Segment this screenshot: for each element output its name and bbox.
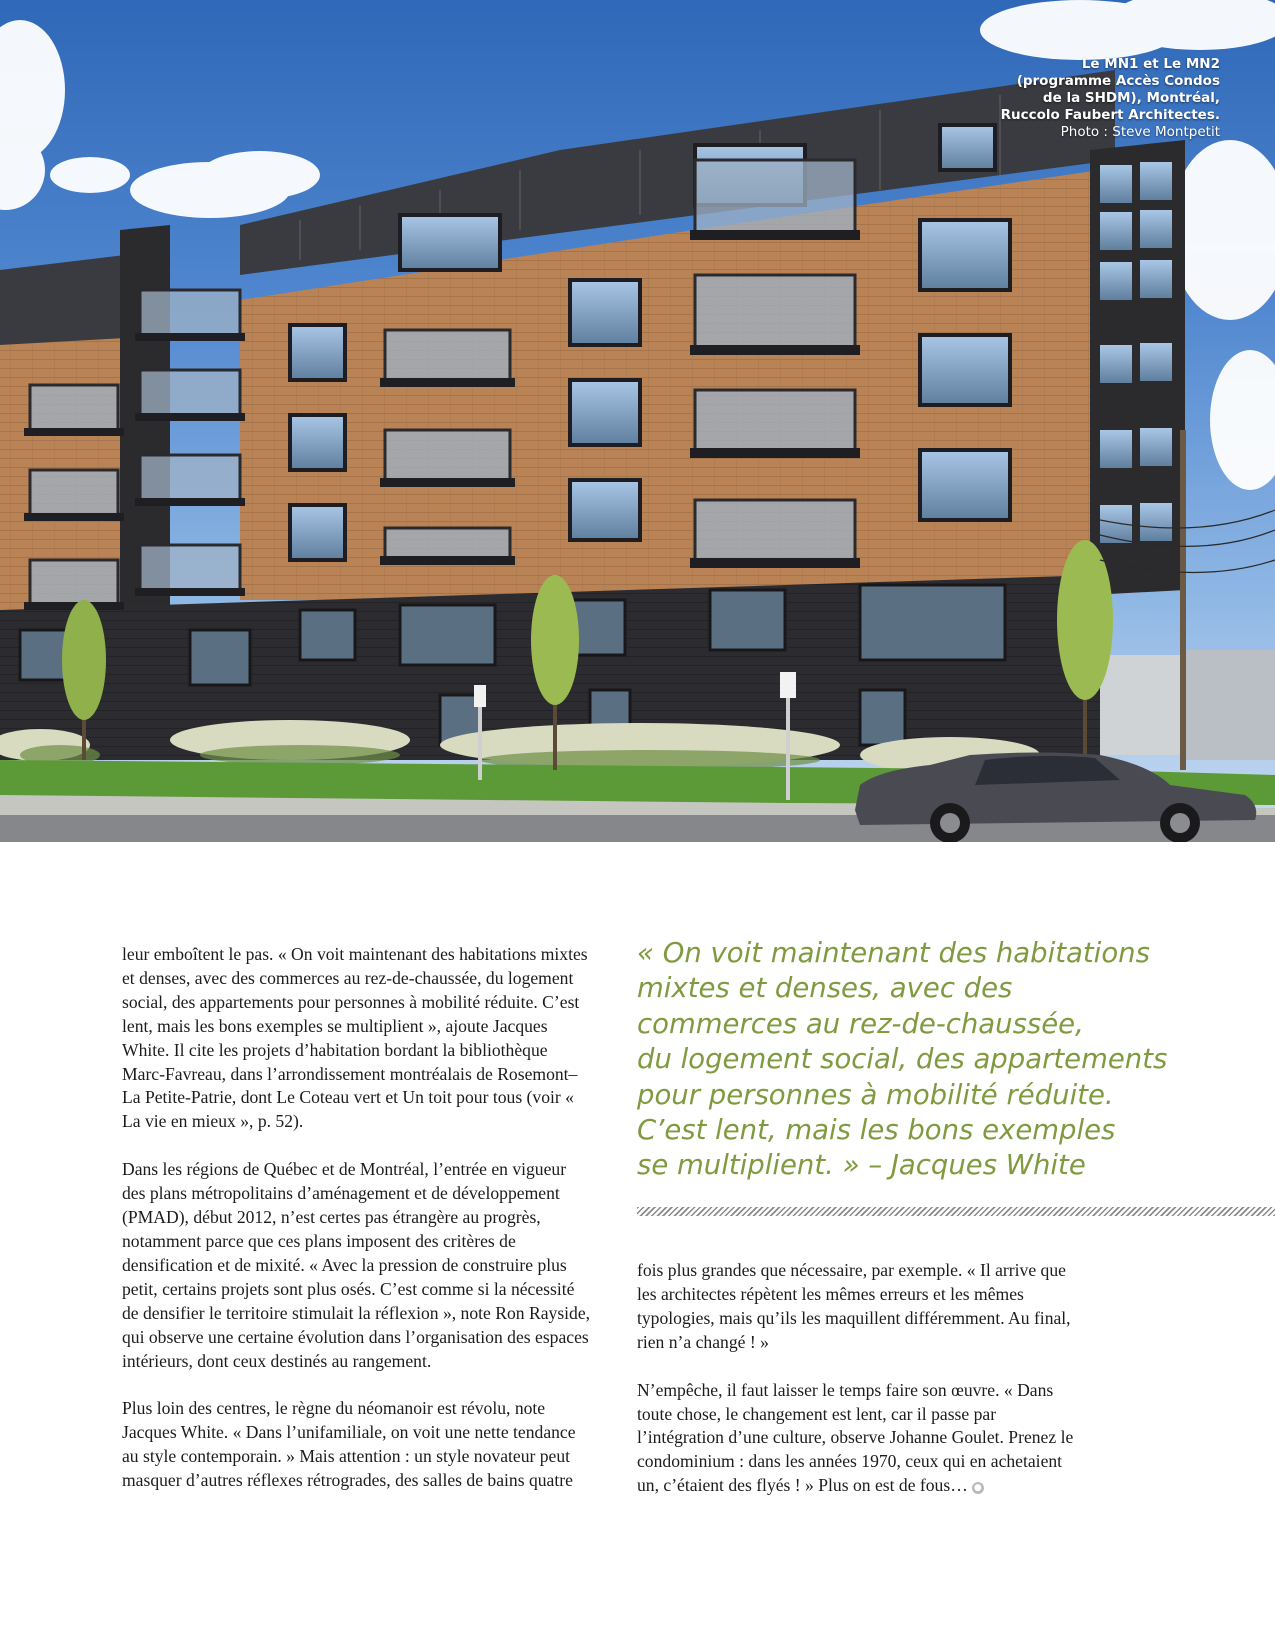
pull-quote-line: pour personnes à mobilité réduite. (637, 1078, 1114, 1111)
paragraph: Dans les régions de Québec et de Montréal, l’entrée en vigueur des plans métropolitains d’aménagement et de développement (PMAD), début 2012, n’est certes pas étrangère au progrès, notamment parce que ces plans imposent des critères de densification et de mixité. « Avec la pression de construire plus petit, certains projets sont plus osés. C’est comme si la nécessité de densifier le territoire stimulait la réflexion », note Ron Rayside, qui observe une certaine évolution dans l’organisation des espaces intérieurs, dont ceux destinés au rangement. (122, 1159, 591, 1371)
photo-caption (960, 56, 1220, 141)
caption-line: de la SHDM), Montréal, (1042, 90, 1220, 106)
caption-line: Le MN1 et Le MN2 (1081, 56, 1220, 72)
pull-quote-line: « On voit maintenant des habitations (637, 937, 1150, 969)
caption-line: Ruccolo Faubert Architectes. (1000, 107, 1220, 123)
hatched-divider (637, 1207, 1275, 1216)
paragraph: fois plus grandes que nécessaire, par exemple. « Il arrive que les architectes répètent les mêmes erreurs et les mêmes typologies, mais qu’ils les maquillent différemment. Au final, rien n’a changé ! » (637, 1260, 1071, 1352)
caption-line: (programme Accès Condos (1016, 73, 1220, 89)
pull-quote (637, 936, 1168, 1184)
right-text-column (637, 1259, 1077, 1522)
paragraph-text: N’empêche, il faut laisser le temps faire son œuvre. « Dans toute chose, le changement est lent, car il passe par l’intégration d’une culture, observe Johanne Goulet. Prenez le condominium : dans les années 1970, ceux qui en achetaient un, c’étaient des flyés ! » Plus on est de fous… (637, 1379, 1074, 1496)
paragraph: leur emboîtent le pas. « On voit maintenant des habitations mixtes et denses, avec des commerces au rez-de-chaussée, du logement social, des appartements pour personnes à mobilité réduite. C’est lent, mais les bons exemples se multiplient », ajoute Jacques White. Il cite les projets d’habitation bordant la bibliothèque Marc-Favreau, dans l’arrondissement montréalais de Rosemont–La Petite-Patrie, dont Le Coteau vert et Un toit pour tous (voir « La vie en mieux », p. 52). (122, 944, 588, 1132)
paragraph (637, 1379, 1077, 1499)
photo-credit: Photo : Steve Montpetit (1060, 124, 1220, 140)
pull-quote-line: C’est lent, mais les bons exemples (637, 1114, 1116, 1147)
paragraph: Plus loin des centres, le règne du néomanoir est révolu, note Jacques White. « Dans l’unifamiliale, on voit une nette tendance au style contemporain. » Mais attention : un style novateur peut masquer d’autres réflexes rétrogrades, des salles de bains quatre (122, 1398, 576, 1491)
pull-quote-line: du logement social, des appartements (637, 1043, 1168, 1076)
left-text-column (122, 943, 592, 1517)
end-of-article-icon: ● (972, 1482, 984, 1494)
pull-quote-line: mixtes et denses, avec des (637, 972, 1013, 1005)
pull-quote-line: se multiplient. » – Jacques White (637, 1149, 1086, 1182)
pull-quote-line: commerces au rez-de-chaussée, (637, 1007, 1084, 1040)
